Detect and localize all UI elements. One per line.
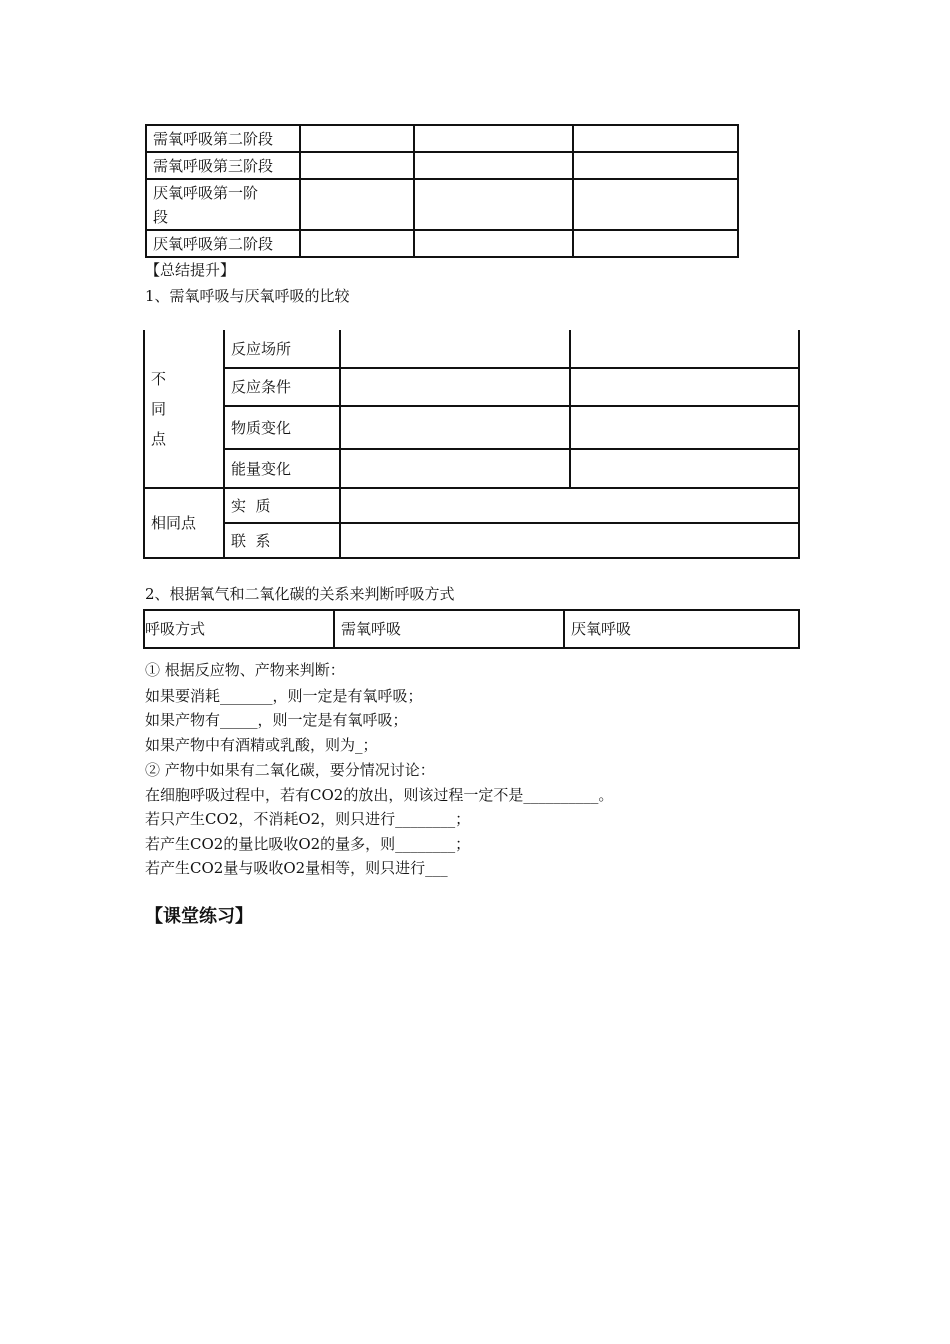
mode-col1: 呼吸方式	[144, 610, 334, 648]
stage-label-line2: 段	[153, 207, 169, 226]
table-cell	[414, 179, 573, 230]
table-row	[146, 230, 738, 257]
table-cell	[573, 230, 738, 257]
diff-row-label: 反应场所	[224, 330, 340, 368]
diff-row-label: 物质变化	[224, 406, 340, 449]
table-cell	[573, 152, 738, 179]
mode-col2: 需氧呼吸	[334, 610, 564, 648]
table-cell	[300, 125, 414, 152]
table-row	[144, 406, 799, 449]
stage-table	[145, 124, 739, 258]
text-line: 若只产生CO2，不消耗O2，则只进行________；	[145, 810, 471, 828]
table-cell	[570, 406, 799, 449]
compare-table	[143, 330, 800, 559]
table-cell	[340, 406, 570, 449]
section2-title: 2、根据氧气和二氧化碳的关系来判断呼吸方式	[145, 585, 455, 603]
table-cell	[414, 125, 573, 152]
table-cell	[340, 449, 570, 488]
table-cell	[340, 488, 799, 523]
table-row	[146, 152, 738, 179]
table-cell	[340, 368, 570, 406]
stage-label	[146, 179, 300, 230]
table-cell	[414, 230, 573, 257]
table-row	[144, 449, 799, 488]
table-cell	[573, 125, 738, 152]
table-row	[146, 125, 738, 152]
stage-label: 厌氧呼吸第二阶段	[146, 230, 300, 257]
text-line: 如果产物有_____，则一定是有氧呼吸；	[145, 711, 408, 729]
text-line: 若产生CO2的量比吸收O2的量多，则________；	[145, 835, 471, 853]
table-cell	[570, 368, 799, 406]
table-cell	[340, 523, 799, 558]
table-row	[144, 368, 799, 406]
diff-row-label: 能量变化	[224, 449, 340, 488]
same-label: 相同点	[144, 488, 224, 558]
summary-heading: 【总结提升】	[145, 261, 236, 279]
stage-label: 需氧呼吸第三阶段	[146, 152, 300, 179]
practice-heading: 【课堂练习】	[145, 906, 253, 927]
table-cell	[570, 449, 799, 488]
mode-col3: 厌氧呼吸	[564, 610, 799, 648]
mode-table	[143, 609, 800, 649]
table-cell	[300, 230, 414, 257]
table-cell	[414, 152, 573, 179]
table-row	[144, 610, 799, 648]
diff-label-cell	[144, 330, 224, 488]
diff-label: 不 同 点	[151, 369, 167, 448]
table-cell	[573, 179, 738, 230]
section1-title: 1、需氧呼吸与厌氧呼吸的比较	[145, 287, 350, 305]
text-line: 若产生CO2量与吸收O2量相等，则只进行___	[145, 859, 448, 877]
text-line: 如果产物中有酒精或乳酸，则为_；	[145, 736, 378, 754]
table-row	[144, 330, 799, 368]
stage-label-line1: 厌氧呼吸第一阶	[153, 183, 259, 202]
table-row	[144, 523, 799, 558]
table-cell	[570, 330, 799, 368]
table-cell	[340, 330, 570, 368]
table-cell	[300, 152, 414, 179]
same-row-label: 实 质	[224, 488, 340, 523]
table-cell	[300, 179, 414, 230]
table-row	[144, 488, 799, 523]
text-line: 在细胞呼吸过程中，若有CO2的放出，则该过程一定不是__________。	[145, 786, 614, 804]
diff-row-label: 反应条件	[224, 368, 340, 406]
text-line: ② 产物中如果有二氧化碳，要分情况讨论：	[145, 761, 435, 779]
same-row-label: 联 系	[224, 523, 340, 558]
text-line: ① 根据反应物、产物来判断：	[145, 661, 345, 679]
stage-label: 需氧呼吸第二阶段	[146, 125, 300, 152]
table-row	[146, 179, 738, 230]
text-line: 如果要消耗_______，则一定是有氧呼吸；	[145, 687, 423, 705]
